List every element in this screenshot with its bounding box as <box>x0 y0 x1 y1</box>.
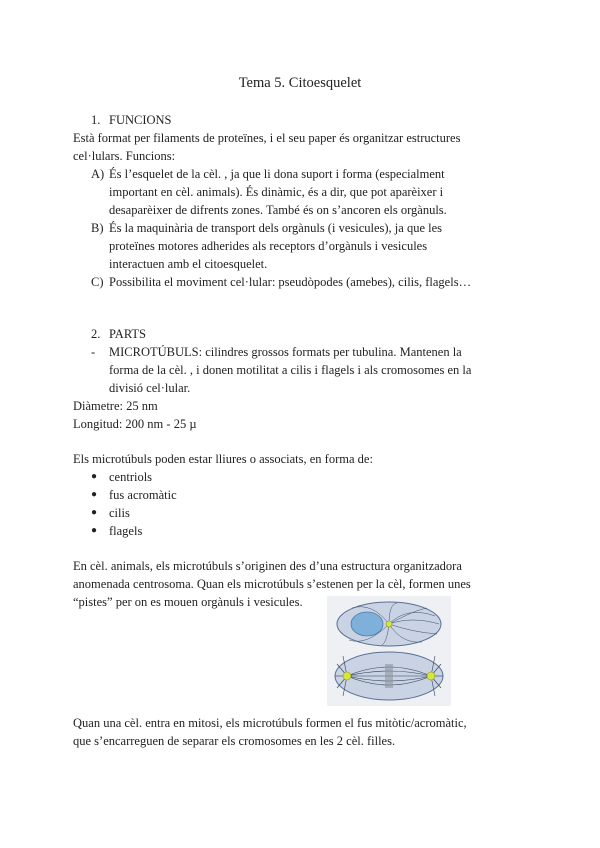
centrosome-line: anomenada centrosoma. Quan els microtúbuls s’estenen per la cèl, formen unes <box>73 577 471 591</box>
section-1-intro-line: Està format per filaments de proteïnes, i el seu paper és organitzar estructures <box>73 131 461 145</box>
section-2-number: 2. <box>91 327 101 341</box>
item-c-line: Possibilita el moviment cel·lular: pseudòpodes (amebes), cilis, flagels… <box>109 275 472 289</box>
bullet-marker: ● <box>91 507 98 518</box>
mitotic-cell <box>335 652 443 700</box>
item-b-line: interactuen amb el citoesquelet. <box>109 257 268 271</box>
microtubules-line: MICROTÚBULS: cilindres grossos formats per tubulina. Mantenen la <box>109 345 462 359</box>
states-intro: Els microtúbuls poden estar lliures o associats, en forma de: <box>73 452 373 466</box>
item-b-line: proteïnes motores adherides als receptors d’orgànuls i vesicules <box>109 239 428 253</box>
item-b-line: És la maquinària de transport dels orgànuls (i vesicules), ja que les <box>109 221 443 235</box>
centrosome-line: “pistes” per on es mouen orgànuls i vesicules. <box>73 595 303 609</box>
section-1-heading: FUNCIONS <box>109 113 172 127</box>
centrosome-line: En cèl. animals, els microtúbuls s’originen des d’una estructura organitzadora <box>73 559 462 573</box>
bullet-marker: ● <box>91 489 98 500</box>
bullet-item: fus acromàtic <box>109 488 177 502</box>
microtubule-figure <box>327 596 451 706</box>
item-b-marker: B) <box>91 221 104 235</box>
bullet-marker: ● <box>91 471 98 482</box>
document-title: Tema 5. Citoesquelet <box>238 75 362 91</box>
bullet-item: flagels <box>109 524 143 538</box>
diameter-text: Diàmetre: 25 nm <box>73 399 158 413</box>
microtubules-line: divisió cel·lular. <box>109 381 191 395</box>
bullet-item: cilis <box>109 506 130 520</box>
section-1-number: 1. <box>91 113 101 127</box>
item-a-line: desaparèixer de difrents zones. També és on s’ancoren els orgànuls. <box>109 203 447 217</box>
interphase-cell <box>337 602 441 646</box>
microtubules-dash: - <box>91 345 96 359</box>
mitosis-line: Quan una cèl. entra en mitosi, els microtúbuls formen el fus mitòtic/acromàtic, <box>73 716 467 730</box>
bullet-marker: ● <box>91 525 98 536</box>
section-1-intro-line: cel·lulars. Funcions: <box>73 149 176 163</box>
item-a-marker: A) <box>91 167 105 181</box>
length-text: Longitud: 200 nm - 25 µ <box>73 417 197 431</box>
bullet-item: centriols <box>109 470 153 484</box>
microtubule-illustration <box>327 596 451 706</box>
mitosis-line: que s’encarreguen de separar els cromosomes en les 2 cèl. filles. <box>73 734 396 748</box>
item-c-marker: C) <box>91 275 104 289</box>
microtubules-line: forma de la cèl. , i donen motilitat a cilis i flagels i als cromosomes en la <box>109 363 472 377</box>
item-a-line: És l’esquelet de la cèl. , ja que li dona suport i forma (especialment <box>109 167 445 181</box>
section-2-heading: PARTS <box>109 327 147 341</box>
item-a-line: important en cèl. animals). És dinàmic, és a dir, que pot aparèixer i <box>109 185 444 199</box>
